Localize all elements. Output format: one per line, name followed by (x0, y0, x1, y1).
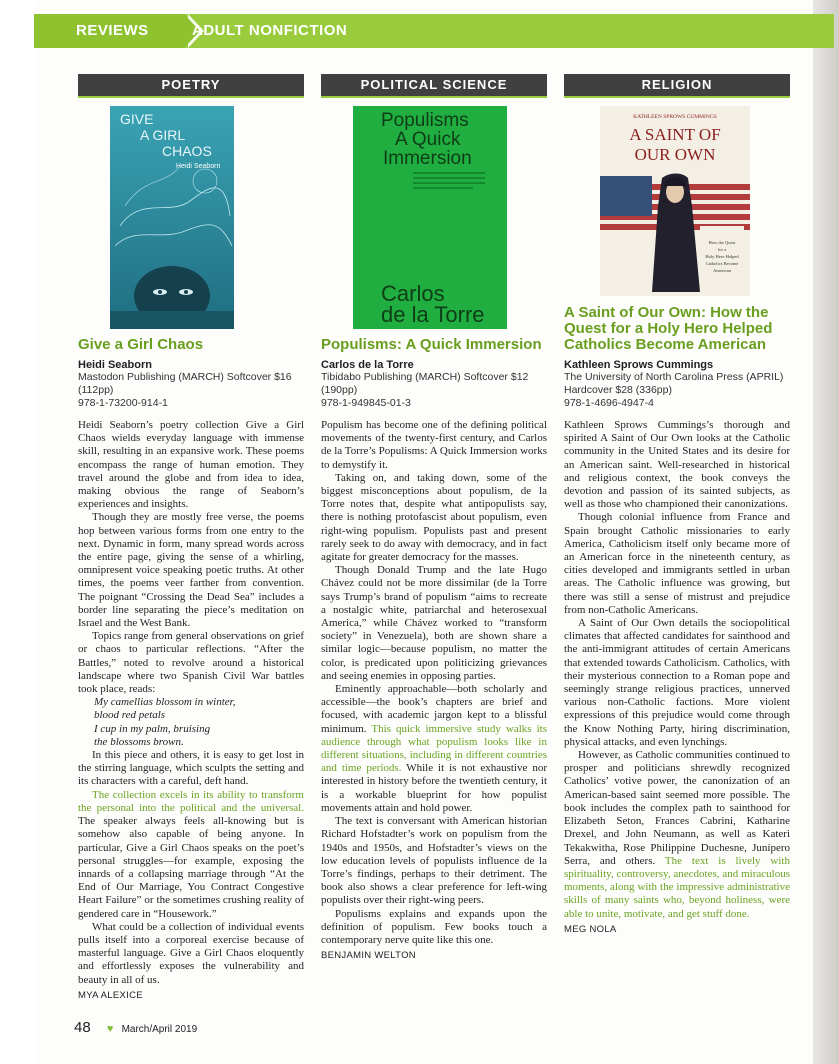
paragraph: Kathleen Sprows Cummings’s thorough and spirited A Saint of Our Own looks at the Catholic community in the United States and its desire for an American saint. Well-researched in historical and religious context, the book conveys the devotion and passion of its sainted subjects, as well as those who championed their canonizations. (564, 419, 790, 511)
book-author: Carlos de la Torre (321, 359, 414, 371)
cover-subtitle-4: Catholics Become (705, 261, 739, 266)
review-body (321, 419, 547, 962)
book-title: Give a Girl Chaos (78, 336, 204, 353)
section-header (34, 14, 834, 48)
issue-date: March/April 2019 (121, 1024, 198, 1035)
book-author: Kathleen Sprows Cummings (564, 359, 714, 371)
section-label: REVIEWS (76, 22, 149, 39)
book-title: Populisms: A Quick Immersion (321, 336, 542, 353)
book-cover-give-a-girl-chaos (78, 106, 304, 329)
reviewer-name: BENJAMIN WELTON (321, 950, 416, 962)
category-badge: POETRY (78, 74, 304, 98)
binding-shadow (813, 0, 839, 1064)
paragraph: What could be a collection of individual events pulls itself into a corporeal exercise because of masterful language. Give a Girl Chaos eloquently and effortlessly exposes the vulnerability and beauty in all of us. (78, 920, 304, 986)
heart-icon: ♥ (106, 1023, 114, 1035)
pull-quote: The text is lively with spirituality, controversy, anecdotes, and miraculous moments, along with the impressive administrative skills of many saints who, beyond holiness, were able to unite, motivate, and get stuff done. (564, 854, 790, 920)
isbn: 978-1-4696-4947-4 (564, 397, 654, 409)
book-cover-a-saint-of-our-own (564, 106, 790, 329)
cover-title-3: Immersion (383, 148, 472, 169)
poem-line: the blossoms brown. (94, 735, 184, 748)
category-badge: POLITICAL SCIENCE (321, 74, 547, 98)
isbn: 978-1-949845-01-3 (321, 397, 411, 409)
paragraph: Taking on, and taking down, some of the biggest misconceptions about populism, de la Torre notes that, despite what antipopulists say, there is nothing protofascist about populism, even right-wing populism. Populists past and present rarely seek to do away with democracy, and in fact agitate for greater democracy for the masses. (321, 471, 547, 564)
book-author: Heidi Seaborn (78, 359, 152, 371)
paragraph: Though they are mostly free verse, the poems hop between various forms from one entry to the next. Dynamic in form, many spread words across the entire page, giving the sense of a whirling, omnipresent voice speaking poetic truths. At other times, the poems veer farther from convention. The poignant “Crossing the Dead Sea” includes a border line separating the piece’s meditation on Israel and the West Bank. (78, 511, 304, 630)
page-footer (74, 1019, 197, 1036)
cover-subtitle-3: Holy Hero Helped (705, 254, 739, 259)
cover-title-2: OUR OWN (634, 145, 716, 164)
paragraph: Though colonial influence from France and Spain brought Catholic missionaries to early America, Catholicism itself only became more of an American force in the nineteenth century, as cities developed and immigrants settled in urban areas. The Catholic influence was growing, but there was still a sense of mistrust and prejudice from non-Catholic Americans. (564, 511, 790, 616)
cover-art (110, 106, 234, 329)
paragraph-text: Eminently approachable—both scholarly and accessible—the book’s chapters are brief and focused, with academic jargon kept to a blissful minimum. (321, 683, 547, 735)
reviewer-name: MEG NOLA (564, 923, 617, 935)
cover-title-2: A Quick (395, 129, 461, 150)
paragraph: In this piece and others, it is easy to get lost in the stirring language, which sculpts the setting and its characters with a careful, deft hand. (78, 749, 304, 788)
scan-margin (0, 0, 34, 1064)
pull-quote: The collection excels in its ability to transform the personal into the political and the universal. (78, 788, 304, 814)
paragraph-text: The speaker always feels all-knowing but is somehow also capable of being anyone. In particular, Give a Girl Chaos speaks on the poet’s personal struggles—for example, exposing the innards of a collapsing marriage through “At the End of Our Marriage, You Contract Congestive Heart Failure” or the sometimes crushing reality of gendered care in “Housework.” (78, 815, 304, 920)
review-body (564, 419, 790, 936)
pull-quote: This quick immersive study walks its audience through what populism looks like in different situations, including in different countries and time periods. (321, 722, 547, 775)
category-label: ADULT NONFICTION (192, 22, 348, 39)
paragraph: Topics range from general observations on grief or chaos to particular reflections. “After the Battles,” noted to revolve around a historical landscape where two Spanish Civil War battles took place, reads: (78, 630, 304, 696)
publisher-info: Mastodon Publishing (MARCH) Softcover $16 (112pp) (78, 371, 292, 396)
cover-art (353, 106, 507, 329)
review-column-political-science (321, 74, 547, 962)
paragraph: Populisms explains and expands upon the definition of populism. Few books touch a contemporary nerve quite like this one. (321, 907, 547, 946)
review-column-religion (564, 74, 790, 936)
review-body (78, 419, 304, 1002)
book-cover-populisms (321, 106, 547, 329)
isbn: 978-1-73200-914-1 (78, 397, 168, 409)
paragraph: A Saint of Our Own details the sociopolitical climates that affected candidates for sainthood and the anti-immigrant attitudes of certain Americans that extended towards Catholicism. Catholics, with their mysterious connection to a Roman pope and seemingly strange religious practices, unnerved various non-Catholic factions. More violent expressions of this prejudice would come through the Know Nothing Party, hiring discrimination, physical attacks, and even lynchings. (564, 617, 790, 748)
review-column-poetry (78, 74, 304, 1002)
cover-subtitle-1: How the Quest (708, 240, 736, 245)
category-badge: RELIGION (564, 74, 790, 98)
paragraph: Heidi Seaborn’s poetry collection Give a Girl Chaos wields everyday language with immense skill, resulting in an expansive work. These poems encompass the range of human emotion. They travel around the globe and from idea to idea, making obvious the range of Seaborn’s experiences and insights. (78, 419, 304, 511)
cover-title-1: A SAINT OF (629, 125, 721, 144)
cover-author: Heidi Seaborn (176, 163, 221, 170)
book-title: A Saint of Our Own: How the Quest for a Holy Hero Helped Catholics Become American (564, 304, 773, 353)
cover-subtitle-5: American (713, 268, 731, 273)
cover-line-2: A GIRL (140, 127, 186, 143)
cover-author-2: de la Torre (381, 302, 485, 327)
publisher-info: Hardcover $28 (336pp) (564, 384, 672, 396)
page-number: 48 (74, 1019, 91, 1036)
paragraph: Though Donald Trump and the late Hugo Chávez could not be more dissimilar (de la Torre says Trump’s brand of populism “aims to recreate a nostalgic white, patriarchal and heterosexual America,” while Chávez worked to “transform society” in Venezuela), both are shown share a similar logic—because populism, no matter the color, is predicated upon politicizing grievances and seeing enemies in opposing parties. (321, 564, 547, 682)
poem-line: My camellias blossom in winter, (94, 696, 236, 709)
reviewer-name: MYA ALEXICE (78, 989, 143, 1001)
cover-author-1: Carlos (381, 281, 445, 306)
poem-line: I cup in my palm, bruising (94, 722, 211, 735)
paragraph-text: While it is not exhaustive nor interested in history before the twentieth century, it is a workable blueprint for how populist movements attain and hold power. (321, 762, 547, 814)
poem-line: blood red petals (94, 709, 166, 722)
paragraph (564, 749, 790, 921)
cover-subtitle-2: for a (717, 247, 727, 252)
cover-art (600, 106, 750, 296)
cover-title-1: Populisms (381, 110, 469, 131)
paragraph (321, 683, 547, 815)
cover-author: KATHLEEN SPROWS CUMMINGS (633, 114, 717, 120)
paragraph-text: However, as Catholic communities continued to prosper and politicians shrewdly recognized Catholics’ votive power, the canonization of an American-based saint seemed more possible. The book includes the complex path to sainthood for Elizabeth Seton, Frances Cabrini, Katharine Drexel, and John Neumann, as well as Kateri Tekakwitha, Rose Philippine Duchesne, Junípero Serra, and others. (564, 749, 790, 867)
paragraph: The text is conversant with American historian Richard Hofstadter’s work on populism from the 1940s and 1950s, and Hofstadter’s views on the low education levels of populists influence de la Torre’s findings, perhaps to their detriment. The book also shows a clear preference for left-wing populists over their right-wing peers. (321, 815, 547, 907)
cover-line-1: GIVE (120, 111, 154, 127)
cover-line-3: CHAOS (162, 143, 212, 159)
paragraph: Populism has become one of the defining political movements of the twenty-first century, and Carlos de la Torre’s Populisms: A Quick Immersion works to demystify it. (321, 419, 547, 471)
publisher-info: Tibidabo Publishing (MARCH) Softcover $12 (190pp) (321, 371, 529, 396)
paragraph (78, 789, 304, 921)
publisher-info: The University of North Carolina Press (APRIL) (564, 371, 784, 383)
